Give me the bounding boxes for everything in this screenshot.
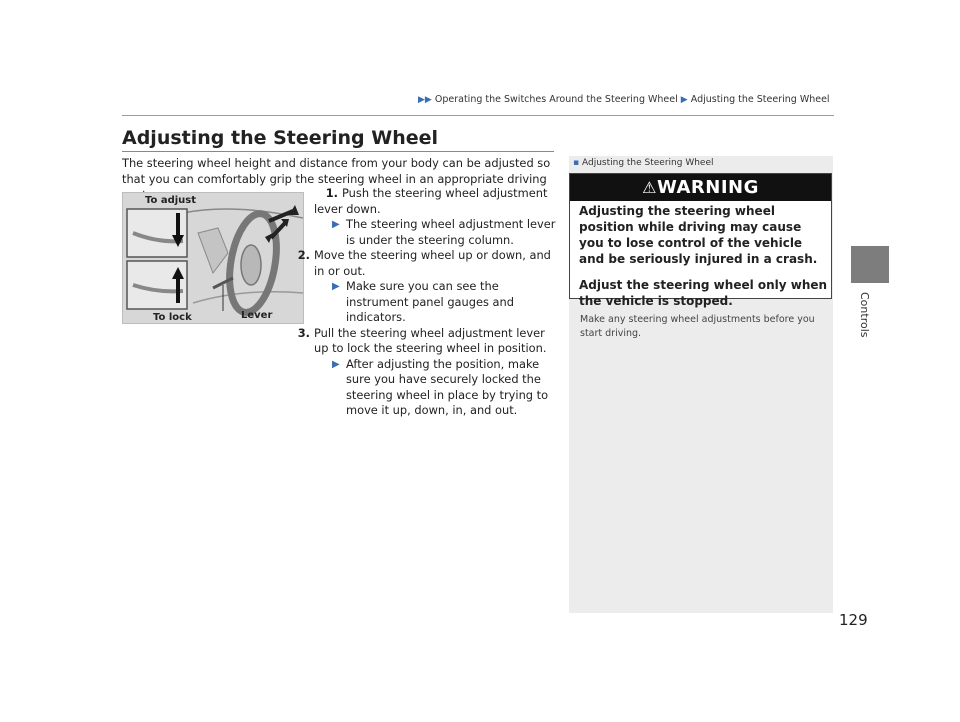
figure-label-adjust: To adjust (145, 195, 197, 206)
step-note-text: The steering wheel adjustment lever is under the steering column. (346, 217, 556, 247)
warning-text (579, 203, 829, 309)
arrow-right-icon: ▶ (332, 219, 340, 230)
page-number: 129 (839, 611, 868, 629)
warning-paragraph-2: Adjust the steering wheel only when the vehicle is stopped. (579, 278, 828, 308)
step-text: Push the steering wheel adjustment lever down. (314, 186, 548, 216)
step-text: Move the steering wheel up or down, and in or out. (314, 248, 551, 278)
warning-paragraph-1: Adjusting the steering wheel position while driving may cause you to lose control of the vehicle and be seriously injured in a crash. (579, 204, 818, 266)
warning-title: WARNING (656, 177, 759, 198)
figure-label-lever: Lever (241, 310, 273, 321)
breadcrumb-part-1: Operating the Switches Around the Steering Wheel (434, 94, 678, 105)
step-note-text: After adjusting the position, make sure you have securely locked the steering wheel in place by trying to move it up, down, in, and out. (346, 356, 549, 417)
step-item (297, 325, 559, 357)
step-item (314, 186, 559, 217)
breadcrumb (418, 94, 830, 105)
warning-header (570, 174, 831, 201)
note-icon: ▪ (573, 158, 580, 168)
title-rule (122, 151, 554, 152)
arrow-right-icon: ▶ (332, 281, 340, 292)
warning-icon: ⚠ (642, 178, 657, 197)
step-number: 1. (325, 186, 338, 200)
step-note (318, 279, 559, 326)
header-rule (122, 115, 834, 116)
page-title: Adjusting the Steering Wheel (122, 127, 439, 149)
section-label: Controls (858, 292, 871, 338)
figure-label-lock: To lock (153, 312, 192, 323)
chevron-right-icon: ▶▶ (418, 95, 432, 105)
note-heading (573, 158, 714, 168)
step-note (318, 217, 559, 248)
step-note-text: Make sure you can see the instrument panel gauges and indicators. (346, 279, 514, 324)
note-text: Make any steering wheel adjustments before you start driving. (580, 314, 815, 339)
steering-wheel-illustration (123, 193, 304, 324)
intro-paragraph: The steering wheel height and distance from your body can be adjusted so that you can comfortably grip the steering wheel in an appropriate driving (122, 156, 551, 186)
step-number: 2. (297, 248, 310, 262)
steering-figure (122, 192, 304, 324)
note-heading-text: Adjusting the Steering Wheel (581, 158, 714, 168)
step-text: Pull the steering wheel adjustment lever up to lock the steering wheel in position. (314, 325, 547, 355)
step-number: 3. (297, 325, 310, 340)
arrow-right-icon: ▶ (332, 358, 340, 370)
step-item (297, 248, 559, 279)
step-list (297, 186, 559, 419)
section-tab (851, 246, 889, 283)
breadcrumb-part-2: Adjusting the Steering Wheel (690, 94, 830, 105)
step-note (318, 357, 559, 419)
chevron-right-icon: ▶ (680, 95, 688, 105)
